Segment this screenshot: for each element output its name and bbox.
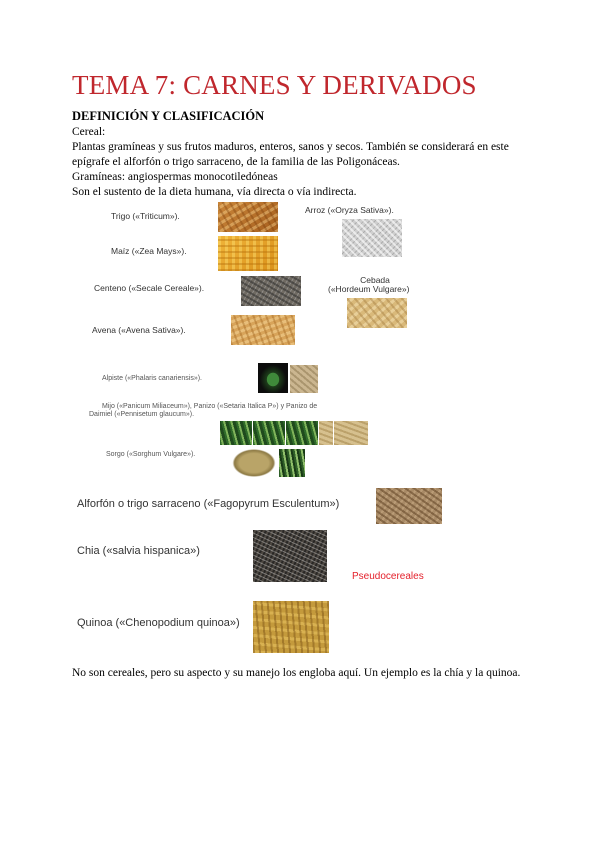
section-heading: DEFINICIÓN Y CLASIFICACIÓN [72,109,265,123]
mijo-plant-image-3 [286,421,318,445]
definition-line-2: epígrafe el alforfón o trigo sarraceno, de la familia de las Poligonáceas. [72,156,400,168]
cebada-image [347,298,407,328]
alforfon-image [376,488,442,524]
quinoa-image [253,601,329,653]
caption-avena: Avena («Avena Sativa»). [92,325,186,335]
cereal-label: Cereal: [72,126,106,138]
caption-mijo-1: Mijo («Panicum Miliaceum»), Panizo («Setaria Italica P») y Panizo de [102,403,318,410]
sorgo-seed-image [231,448,277,478]
gramineas-line: Gramíneas: angiospermas monocotiledóneas [72,171,278,183]
caption-mijo-2: Daimiel («Pennisetum glaucum»). [89,411,195,418]
sustento-line: Son el sustento de la dieta humana, vía directa o vía indirecta. [72,186,357,198]
avena-image [231,315,295,345]
caption-quinoa: Quinoa («Chenopodium quinoa») [77,617,240,629]
mijo-plant-image-1 [220,421,252,445]
trigo-image [218,202,278,232]
pseudocereales-label: Pseudocereales [352,571,424,582]
caption-sorgo: Sorgo («Sorghum Vulgare»). [106,451,196,458]
definition-line-1: Plantas gramíneas y sus frutos maduros, enteros, sanos y secos. También se considerará en este [72,141,509,153]
footer-paragraph: No son cereales, pero su aspecto y su manejo los engloba aquí. Un ejemplo es la chía y la quinoa. [72,667,521,679]
mijo-seed-image-2 [334,421,368,445]
caption-cebada-1: Cebada [360,275,390,285]
mijo-plant-image-2 [253,421,285,445]
alpiste-plant-image [258,363,288,393]
caption-alpiste: Alpiste («Phalaris canariensis»). [102,375,202,382]
caption-chia: Chia («salvia hispanica») [77,545,200,557]
alpiste-seed-image [290,365,318,393]
caption-trigo: Trigo («Triticum»). [111,211,180,221]
maiz-image [218,236,278,271]
caption-centeno: Centeno («Secale Cereale»). [94,283,205,293]
centeno-image [241,276,301,306]
caption-cebada-2: («Hordeum Vulgare») [328,284,410,294]
caption-maiz: Maíz («Zea Mays»). [111,246,187,256]
arroz-image [342,219,402,257]
caption-arroz: Arroz («Oryza Sativa»). [305,205,394,215]
caption-alforfon: Alforfón o trigo sarraceno («Fagopyrum Esculentum») [77,498,340,510]
chia-image [253,530,327,582]
page-title: TEMA 7: CARNES Y DERIVADOS [72,70,477,100]
sorgo-plant-image [279,449,305,477]
mijo-seed-image-1 [319,421,333,445]
